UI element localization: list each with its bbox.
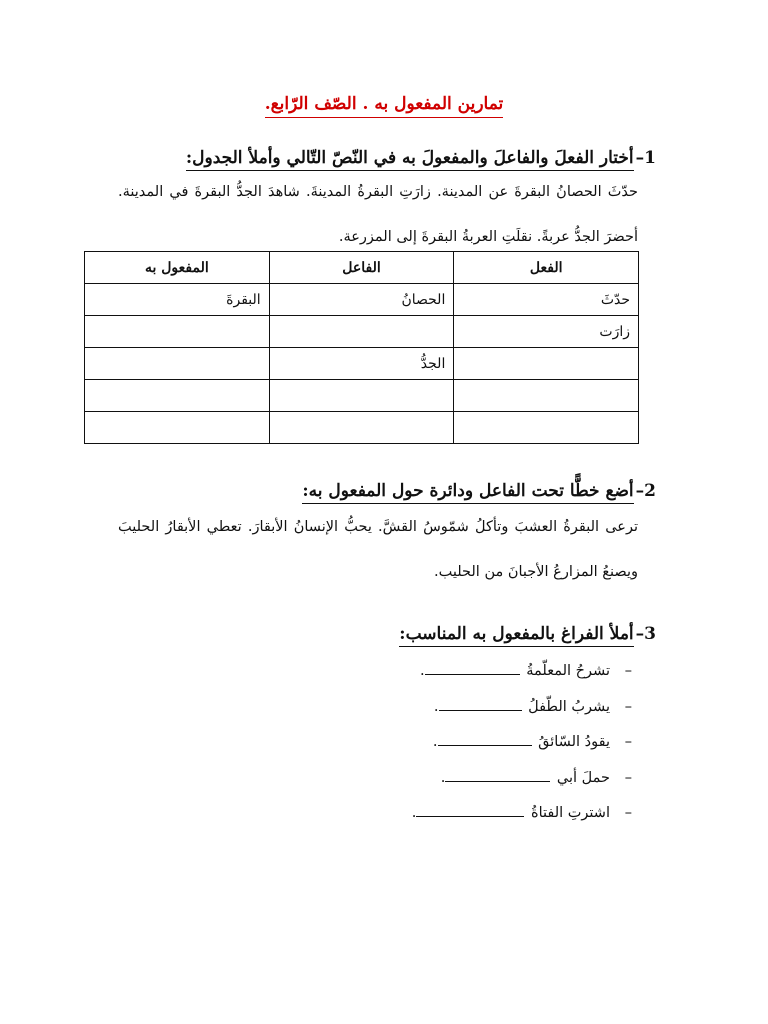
exercise-1-number: 1–: [635, 148, 656, 168]
table-row: [85, 412, 639, 444]
table-header-object: المفعول به: [85, 252, 270, 284]
list-dash: –: [624, 805, 632, 821]
sentence-end: .: [432, 734, 438, 750]
exercise-2-number: 2–: [635, 481, 656, 501]
blank-line[interactable]: [438, 731, 532, 746]
table-row: [85, 284, 639, 316]
list-dash: –: [624, 734, 632, 750]
table-cell[interactable]: [85, 348, 270, 380]
table-cell[interactable]: الحصانُ: [269, 284, 454, 316]
blank-line[interactable]: [416, 802, 524, 817]
list-dash: –: [624, 769, 632, 786]
sentence-end: .: [440, 769, 446, 786]
exercise-1-heading: [186, 148, 656, 168]
answer-table: [84, 251, 639, 444]
sentence-start: تشرحُ المعلّمةُ: [526, 663, 610, 679]
list-item: [412, 657, 632, 693]
table-cell[interactable]: [85, 412, 270, 444]
exercise-3-number: 3–: [635, 624, 656, 644]
sentence-end: .: [411, 805, 417, 821]
sentence-start: اشترتِ الفتاةُ: [531, 805, 610, 821]
table-row: [85, 316, 639, 348]
table-cell[interactable]: [269, 412, 454, 444]
exercise-1-paragraph: حدّثَ الحصانُ البقرةَ عن المدينة. زارَتِ البقرةُ المدينةَ. شاهدَ الجدُّ البقرةَ في المدينة. أحضرَ الجدُّ عربةً. نقلَتِ العربةُ البقرةَ إلى المزرعة.: [118, 184, 638, 245]
page-title: [0, 94, 768, 114]
fill-blank-list: [412, 657, 632, 835]
sentence-start: يشربُ الطّفلُ: [528, 698, 610, 715]
table-header-subject: الفاعل: [269, 252, 454, 284]
blank-line[interactable]: [439, 696, 522, 711]
table-cell[interactable]: [85, 380, 270, 412]
exercise-3-heading: [399, 624, 656, 644]
table-cell[interactable]: حدّثَ: [454, 284, 639, 316]
table-header-verb: الفعل: [454, 252, 639, 284]
table-cell[interactable]: [454, 348, 639, 380]
table-cell[interactable]: البقرةَ: [85, 284, 270, 316]
table-cell[interactable]: [269, 380, 454, 412]
sentence-end: .: [433, 698, 439, 715]
exercise-2-heading: [302, 481, 656, 501]
list-item: [412, 799, 632, 835]
table-row: [85, 348, 639, 380]
table-cell[interactable]: [269, 316, 454, 348]
table-cell[interactable]: [454, 412, 639, 444]
table-cell[interactable]: الجدُّ: [269, 348, 454, 380]
table-header-row: [85, 252, 639, 284]
table-row: [85, 380, 639, 412]
list-item: [412, 693, 632, 729]
sentence-end: .: [420, 663, 425, 679]
exercise-2-title: أضع خطًّا تحت الفاعل ودائرة حول المفعول به:: [302, 481, 633, 504]
page-title-text: تمارين المفعول به . الصّف الرّابع.: [265, 94, 504, 118]
exercise-3-title: أملأ الفراغ بالمفعول به المناسب:: [399, 624, 633, 647]
list-item: [412, 764, 632, 800]
table-cell[interactable]: [85, 316, 270, 348]
list-dash: –: [624, 698, 632, 715]
sentence-start: حملَ أبي: [556, 769, 610, 786]
exercise-2-paragraph: ترعى البقرةُ العشبَ وتأكلُ شمّوسُ القشَّ. يحبُّ الإنسانُ الأبقارَ. تعطي الأبقارُ الحليبَ ويصنعُ المزارعُ الأجبانَ من الحليب.: [118, 519, 638, 580]
exercise-1-title: أختار الفعلَ والفاعلَ والمفعولَ به في النّصّ التّالي وأملأ الجدول:: [186, 148, 634, 171]
table-cell[interactable]: [454, 380, 639, 412]
list-dash: –: [624, 663, 632, 679]
list-item: [412, 728, 632, 764]
blank-line[interactable]: [425, 660, 520, 675]
table-cell[interactable]: زارَت: [454, 316, 639, 348]
sentence-start: يقودُ السّائقُ: [538, 734, 610, 750]
blank-line[interactable]: [445, 767, 550, 782]
